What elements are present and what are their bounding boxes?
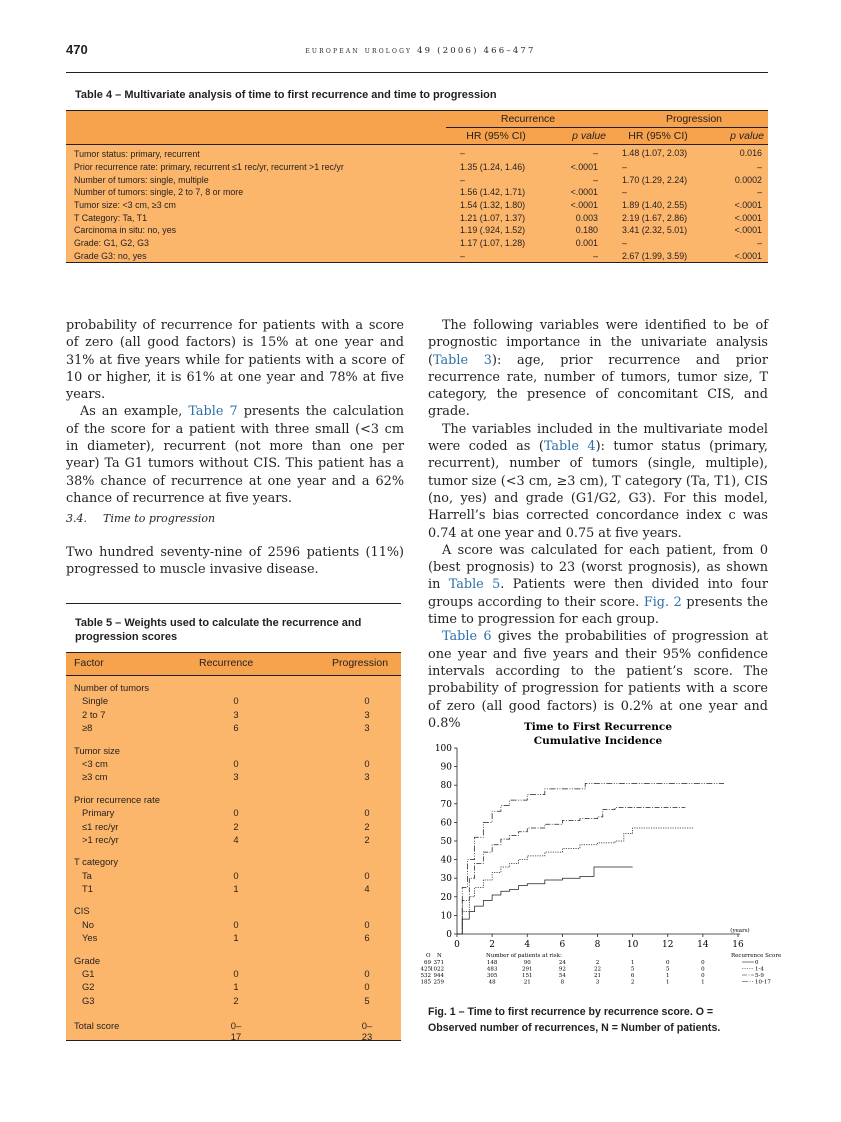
table4-group-progression: Progression	[610, 111, 768, 128]
table5-progression-weight: 0	[364, 968, 370, 980]
table5-progression-weight: 0	[364, 918, 370, 930]
y-tick-label: 70	[440, 799, 452, 810]
at-risk-count: 0	[701, 966, 705, 973]
table5-row	[66, 883, 401, 896]
x-axis-label: (years)	[730, 928, 750, 934]
at-risk-count: 2	[630, 979, 635, 986]
table5-row	[66, 932, 401, 945]
table4-col-hr: HR (95% CI)	[610, 128, 706, 145]
table5-progression-weight: 0	[364, 695, 370, 707]
table5-row	[66, 771, 401, 784]
legend-label: 0	[755, 960, 759, 966]
table5-row	[66, 981, 401, 994]
at-risk-observed: 532	[420, 973, 431, 979]
x-tick-label: 4	[524, 940, 531, 950]
at-risk-count: 305	[486, 973, 498, 979]
table5-rule	[66, 603, 401, 604]
table4-rec-hr: 1.19 (.924, 1.52)	[460, 225, 526, 236]
table5-recurrence-weight: 6	[233, 722, 239, 734]
table5-factor: T1	[82, 883, 93, 895]
at-risk-count: 1	[666, 973, 670, 979]
table5-progression-weight: 2	[364, 820, 370, 832]
paragraph: The variables included in the multivariate model were coded as (Table 4): tumor status (primary, recurrent), number of tumors (single, multiple), tumor size (<3 cm, ≥3 cm), T category (Ta, T1), CIS (no, yes) and grade (G1/G2, G3). For this model, Harrell’s bias corrected concordance index c was 0.74 at one year and 0.75 at five years.	[428, 421, 768, 541]
at-risk-count: 22	[594, 966, 601, 973]
table5-row	[66, 821, 401, 834]
at-risk-count: 0	[666, 960, 670, 966]
y-tick-label: 80	[440, 781, 452, 792]
at-risk-count: 92	[558, 966, 566, 973]
table5-factor: ≤1 rec/yr	[82, 820, 119, 832]
table5-col-factor: Factor	[74, 657, 104, 669]
at-risk-count: 5	[666, 966, 670, 973]
table5-progression-weight: 3	[364, 771, 370, 783]
at-risk-observed: 425	[420, 966, 431, 973]
table5-group-title: Number of tumors	[74, 682, 150, 693]
y-tick-label: 30	[440, 874, 452, 885]
table5-factor: Yes	[82, 932, 98, 944]
table5-recurrence-weight: 0	[233, 968, 239, 980]
table5-factor: Single	[82, 695, 109, 707]
table5-factor: Primary	[82, 807, 115, 819]
x-tick-label: 0	[454, 940, 460, 950]
at-risk-count: 24	[558, 960, 566, 966]
table4-rec-hr: –	[446, 250, 546, 263]
paragraph: Table 6 gives the probabilities of progression at one year and five years and their 95% confidence intervals according to the patient’s score. The probability of progression for patients with a score of zero (all good factors) is 0.2% at one year and 0.8%	[428, 629, 768, 731]
x-tick-label: 14	[697, 940, 709, 950]
table5-recurrence-weight: 0	[233, 918, 239, 930]
at-risk-count: 6	[630, 973, 635, 979]
table5-progression-weight: 0	[364, 869, 370, 881]
at-risk-count: 148	[486, 960, 498, 966]
table5-factor: G1	[82, 968, 95, 980]
table4-prog-p: 0.0002	[734, 174, 762, 185]
paragraph: A score was calculated for each patient, from 0 (best prognosis) to 23 (worst prognosis), as shown in Table 5. Patients were then divided into four groups according to their score. Fig. 2 presents the time to progression for each group.	[428, 542, 768, 628]
table4-prog-p: –	[757, 187, 762, 198]
table4-rec-p: –	[593, 147, 598, 158]
table5-factor: Ta	[82, 869, 92, 881]
table4-rec-hr: 1.17 (1.07, 1.28)	[460, 238, 526, 249]
table5-group-title: T category	[74, 856, 119, 868]
y-tick-label: 20	[440, 892, 452, 903]
x-tick-label: 6	[559, 940, 566, 950]
table4-prog-p: <.0001	[734, 200, 762, 211]
table5-row	[66, 968, 401, 981]
legend-label: 1-4	[755, 966, 764, 973]
table4-col-p: p value	[706, 128, 768, 145]
table5-row	[66, 722, 401, 735]
table5-progression-weight: 2	[364, 833, 370, 845]
table5-recurrence-weight: 3	[233, 771, 239, 783]
table4-rec-p: 0.001	[575, 238, 598, 249]
table5-row	[66, 995, 401, 1008]
table4	[66, 110, 768, 263]
table4-prog-hr: 1.70 (1.29, 2.24)	[622, 174, 688, 185]
table4-prog-hr: 1.48 (1.07, 2.03)	[622, 147, 688, 158]
table5-recurrence-weight: 1	[233, 932, 239, 944]
table5-factor: >1 rec/yr	[82, 833, 119, 845]
table4-prog-hr: –	[622, 187, 627, 198]
table3-link[interactable]: Table 3	[433, 352, 492, 368]
table4-row	[66, 145, 768, 161]
header-rule	[66, 72, 768, 73]
table5-row	[66, 695, 401, 708]
table4-prog-hr: 2.19 (1.67, 2.86)	[622, 212, 688, 223]
table4-row	[66, 211, 768, 224]
table4-rec-hr: 1.56 (1.42, 1.71)	[460, 187, 526, 198]
table5-recurrence-weight: 2	[233, 820, 239, 832]
table5-group-title: Grade	[74, 954, 101, 966]
table4-row-label: Number of tumors: single, 2 to 7, 8 or more	[74, 187, 244, 198]
at-risk-col-n: N	[437, 953, 442, 959]
table4-prog-hr: –	[622, 238, 627, 249]
table4-prog-hr: 3.41 (2.32, 5.01)	[622, 225, 688, 236]
table4-row-label: Tumor size: <3 cm, ≥3 cm	[74, 200, 176, 211]
table5-recurrence-weight: 2	[233, 994, 239, 1006]
left-column	[66, 317, 404, 507]
table5-progression-weight: 3	[364, 708, 370, 720]
table4-prog-p: <.0001	[734, 212, 762, 223]
paragraph: probability of recurrence for patients with a score of zero (all good factors) is 15% at one year and 31% at five years while for patients with a score of 10 or higher, it is 61% at one year and 78% at five years.	[66, 318, 404, 403]
table5-factor: No	[82, 918, 94, 930]
series-line-1-4	[457, 828, 694, 934]
y-tick-label: 10	[440, 911, 452, 922]
table5-factor: G2	[82, 981, 95, 993]
table4-rec-p: <.0001	[570, 187, 598, 198]
table4-rec-p: <.0001	[570, 162, 598, 173]
table4-row-label: Carcinoma in situ: no, yes	[74, 225, 177, 236]
table5-link[interactable]: Table 5	[448, 577, 501, 593]
table5-recurrence-weight: 1	[233, 883, 239, 895]
table4-row	[66, 250, 768, 263]
at-risk-count: 0	[701, 960, 705, 966]
fig2-link[interactable]: Fig. 2	[643, 594, 682, 610]
table4-row-label: Tumor status: primary, recurrent	[74, 149, 200, 160]
chart-subtitle: Cumulative Incidence	[533, 735, 663, 747]
table5-factor: ≥8	[82, 722, 93, 734]
at-risk-count: 1	[666, 979, 670, 986]
table4-prog-p: –	[757, 238, 762, 249]
y-tick-label: 90	[440, 762, 452, 773]
table5-col-progression: Progression	[332, 657, 389, 669]
table5-factor: G3	[82, 994, 95, 1006]
table4-prog-p: <.0001	[706, 250, 768, 263]
table4-prog-hr: 1.89 (1.40, 2.55)	[622, 200, 688, 211]
table5-recurrence-weight: 0	[233, 869, 239, 881]
table4-row-label: Grade G3: no, yes	[66, 250, 446, 263]
table5-row	[66, 758, 401, 771]
at-risk-observed: 185	[420, 979, 431, 986]
x-tick-label: 10	[626, 940, 639, 950]
at-risk-count: 0	[701, 973, 705, 979]
at-risk-count: 21	[594, 973, 601, 979]
table5-recurrence-weight: 0	[233, 695, 239, 707]
table4-prog-hr: 2.67 (1.99, 3.59)	[610, 250, 706, 263]
table4-prog-p: <.0001	[734, 225, 762, 236]
paragraph: The following variables were identified to be of prognostic importance in the univariate analysis (Table 3): age, prior recurrence and prior recurrence rate, number of tumors, tumor size, T category, the presence of concomitant CIS, and grade.	[428, 318, 768, 420]
table4-row	[66, 199, 768, 212]
at-risk-count: 21	[523, 979, 531, 986]
table5-row	[66, 919, 401, 932]
table4-link[interactable]: Table 4	[543, 439, 596, 455]
table5-progression-weight: 0	[364, 981, 370, 993]
x-tick-label: 8	[594, 940, 601, 950]
at-risk-count: 48	[488, 979, 496, 986]
at-risk-count: 54	[558, 973, 566, 979]
x-tick-label: 16	[732, 940, 744, 950]
y-tick-label: 50	[440, 837, 452, 847]
paragraph: Two hundred seventy-nine of 2596 patients (11%) progressed to muscle invasive disease.	[66, 545, 404, 578]
y-tick-label: 0	[446, 930, 452, 940]
at-risk-count: 8	[560, 979, 565, 986]
table4-row-label: T Category: Ta, T1	[74, 212, 148, 223]
table4-rec-hr: 1.54 (1.32, 1.80)	[460, 200, 526, 211]
table5-factor: <3 cm	[82, 757, 108, 769]
table4-rec-p: 0.180	[575, 225, 598, 236]
table4-row	[66, 224, 768, 237]
table5-factor: ≥3 cm	[82, 771, 108, 783]
chart-title: Time to First Recurrence	[523, 721, 673, 733]
y-tick-label: 100	[434, 744, 452, 754]
at-risk-count: 291	[522, 966, 533, 973]
table4-rec-p: 0.003	[575, 212, 598, 223]
at-risk-count: 151	[522, 973, 533, 979]
at-risk-n: 371	[433, 960, 444, 966]
table5-header	[66, 652, 401, 676]
table5-col-recurrence: Recurrence	[199, 657, 254, 669]
legend-label: 5-9	[755, 973, 764, 979]
table5-recurrence-weight: 3	[233, 708, 239, 720]
table5-progression-weight: 6	[364, 932, 370, 944]
table5-row	[66, 807, 401, 820]
table7-link[interactable]: Table 7	[188, 404, 238, 420]
table4-group-recurrence: Recurrence	[446, 111, 610, 128]
table4-rec-hr: 1.35 (1.24, 1.46)	[460, 162, 526, 173]
table4-row	[66, 161, 768, 174]
figure1-chart	[420, 712, 782, 997]
at-risk-n: 1022	[430, 966, 444, 973]
table4-row	[66, 237, 768, 250]
table4-row-label: Grade: G1, G2, G3	[74, 238, 149, 249]
at-risk-n: 944	[433, 973, 444, 979]
table4-row-label: Prior recurrence rate: primary, recurrent ≤1 rec/yr, recurrent >1 rec/yr	[74, 162, 344, 173]
table5-recurrence-weight: 0	[233, 807, 239, 819]
at-risk-count: 3	[595, 979, 600, 986]
table5-total-row: Total score 0–17 0–23	[66, 1016, 401, 1041]
table4-col-hr: HR (95% CI)	[446, 128, 546, 145]
legend-label: 10-17	[755, 979, 771, 986]
at-risk-count: 1	[630, 960, 635, 966]
at-risk-count: 90	[523, 960, 531, 966]
section-heading: 3.4. Time to progression	[66, 512, 216, 525]
table5-progression-weight: 0	[364, 807, 370, 819]
table4-row-label: Number of tumors: single, multiple	[74, 174, 209, 185]
table6-link[interactable]: Table 6	[442, 629, 492, 645]
at-risk-count: 1	[701, 979, 705, 986]
paragraph: As an example, Table 7 presents the calculation of the score for a patient with three small (<3 cm in diameter), recurrent (not more than one per year) Ta G1 tumors without CIS. This patient has a 38% chance of recurrence at one year and a 62% chance of recurrence at five years.	[66, 404, 404, 506]
y-tick-label: 40	[440, 855, 452, 866]
table5-factor: 2 to 7	[82, 708, 106, 720]
table4-col-p: p value	[546, 128, 610, 145]
x-tick-label: 12	[662, 940, 674, 950]
at-risk-observed: 69	[424, 960, 431, 966]
legend-title: Recurrence Score	[731, 953, 782, 959]
table4-rec-p: <.0001	[570, 200, 598, 211]
table4-caption: Table 4 – Multivariate analysis of time to first recurrence and time to progression	[75, 89, 497, 101]
table5	[66, 652, 401, 1041]
at-risk-n: 259	[433, 979, 444, 986]
at-risk-count: 2	[595, 960, 600, 966]
table5-group-title: Prior recurrence rate	[74, 793, 160, 805]
table4-prog-p: 0.016	[739, 147, 762, 158]
table5-progression-weight: 5	[364, 994, 370, 1006]
table5-row	[66, 834, 401, 847]
at-risk-count: 483	[486, 966, 498, 973]
table4-row	[66, 173, 768, 186]
table4-rec-hr: –	[460, 147, 465, 158]
table4-prog-hr: –	[622, 162, 627, 173]
table5-group-title: Tumor size	[74, 744, 121, 756]
series-line-0	[457, 867, 633, 934]
table5-progression-weight: 4	[364, 883, 370, 895]
table4-row	[66, 186, 768, 199]
table4-prog-p: –	[757, 162, 762, 173]
table5-caption: Table 5 – Weights used to calculate the recurrence and progression scores	[75, 617, 362, 643]
table4-rec-hr: –	[460, 174, 465, 185]
table5-row	[66, 870, 401, 883]
right-column	[428, 317, 768, 732]
series-line-5-9	[457, 808, 685, 934]
table5-progression-weight: 3	[364, 722, 370, 734]
at-risk-header: Number of patients at risk:	[486, 953, 562, 959]
table4-rec-p: –	[593, 174, 598, 185]
running-head: european urology 49 (2006) 466–477	[305, 46, 536, 56]
page-number: 470	[66, 42, 88, 57]
x-tick-label: 2	[489, 940, 495, 950]
figure1-caption: Fig. 1 – Time to first recurrence by recurrence score. O = Observed number of recurrences, N = Number of patients.	[428, 1006, 721, 1034]
table4-rec-hr: 1.21 (1.07, 1.37)	[460, 212, 526, 223]
table5-progression-weight: 0	[364, 757, 370, 769]
table5-row	[66, 709, 401, 722]
at-risk-count: 5	[630, 966, 635, 973]
table5-recurrence-weight: 1	[233, 981, 239, 993]
table5-recurrence-weight: 4	[233, 833, 239, 845]
at-risk-col-o: O	[426, 953, 431, 959]
table4-rec-p: –	[546, 250, 610, 263]
series-line-10-17	[457, 783, 724, 934]
table5-group-title: CIS	[74, 905, 90, 917]
table5-recurrence-weight: 0	[233, 757, 239, 769]
y-tick-label: 60	[440, 818, 452, 829]
